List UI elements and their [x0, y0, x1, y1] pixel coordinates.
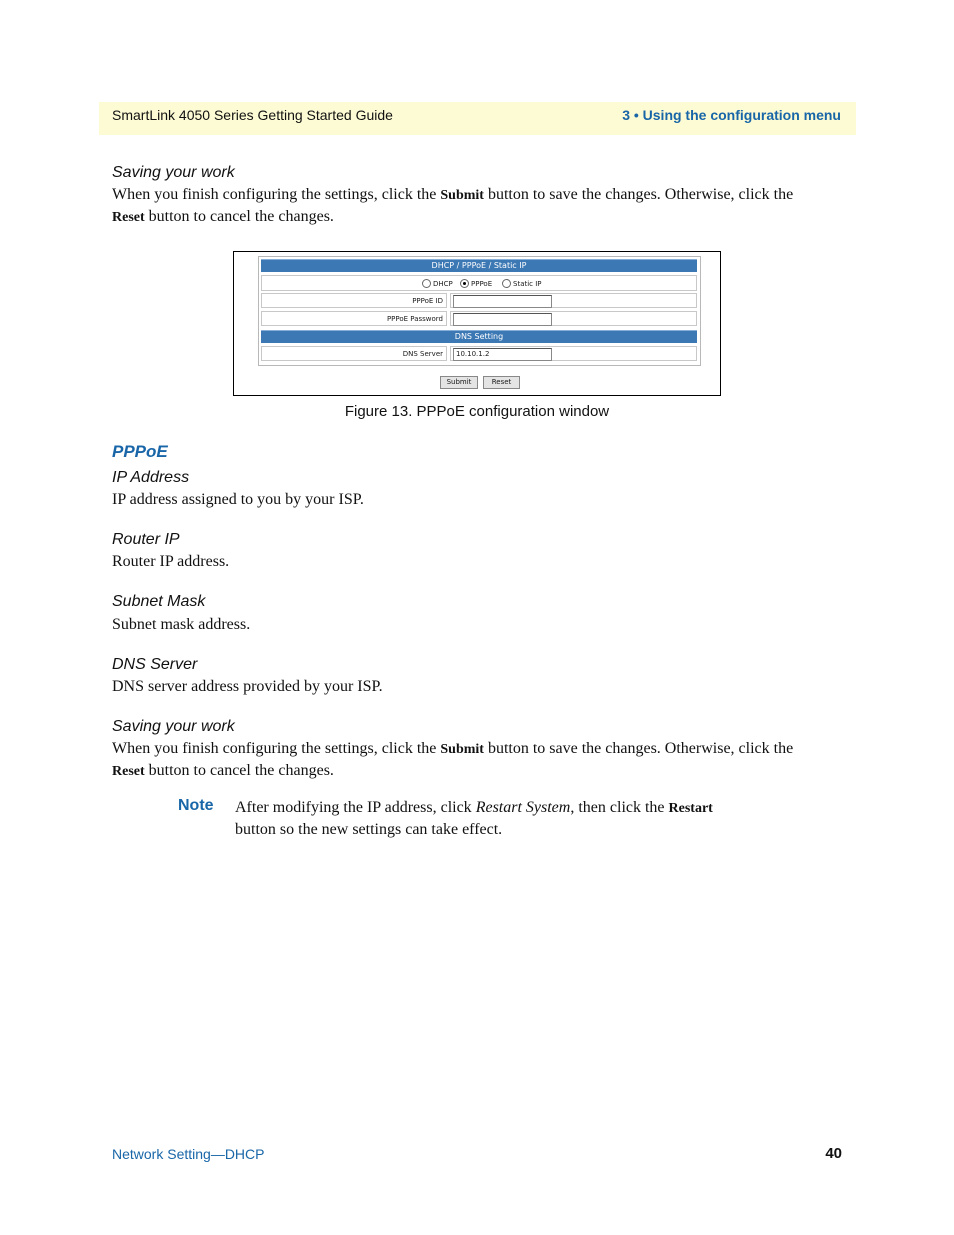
- radio-static-dot[interactable]: [502, 279, 511, 288]
- saving-work-paragraph-2: When you finish configuring the settings, click the Submit button to save the changes. Otherwise, click the Reset button to cancel the changes.: [112, 740, 794, 779]
- saving-work-heading: Saving your work: [112, 164, 235, 181]
- reset-term-2: Reset: [112, 764, 145, 779]
- radio-dhcp-dot[interactable]: [422, 279, 431, 288]
- radio-static-ip[interactable]: Static IP: [502, 279, 542, 288]
- note-text: After modifying the IP address, click Restart System, then click the Restart button so the new settings can take effect.: [235, 799, 713, 838]
- radio-pppoe[interactable]: PPPoE: [460, 279, 492, 288]
- pppoe-id-label: PPPoE ID: [261, 293, 447, 308]
- router-ip-heading: Router IP: [112, 531, 180, 548]
- page-number: 40: [825, 1145, 842, 1162]
- note-label: Note: [178, 797, 214, 814]
- dns-server-row: [261, 346, 697, 362]
- connection-type-row: [261, 275, 697, 291]
- ip-address-heading: IP Address: [112, 469, 190, 486]
- dns-setting-bar: DNS Setting: [261, 330, 697, 343]
- footer-section-title: Network Setting—DHCP: [112, 1146, 265, 1162]
- pppoe-id-input[interactable]: [453, 295, 552, 308]
- restart-system-term: Restart System: [475, 799, 571, 816]
- header-chapter-title: 3 • Using the configuration menu: [622, 107, 841, 123]
- pppoe-password-row: [261, 311, 697, 327]
- reset-button[interactable]: Reset: [483, 376, 520, 389]
- saving-work-paragraph: When you finish configuring the settings, click the Submit button to save the changes. Otherwise, click the Reset button to cancel the changes.: [112, 186, 794, 225]
- dns-server-text: DNS server address provided by your ISP.: [112, 678, 383, 695]
- header-guide-title: SmartLink 4050 Series Getting Started Guide: [112, 107, 393, 123]
- dns-server-heading: DNS Server: [112, 656, 198, 673]
- config-table: [258, 256, 701, 366]
- radio-dhcp[interactable]: DHCP: [422, 279, 453, 288]
- ip-address-text: IP address assigned to you by your ISP.: [112, 491, 364, 508]
- pppoe-config-figure: [233, 251, 721, 396]
- subnet-mask-text: Subnet mask address.: [112, 616, 251, 633]
- submit-term: Submit: [440, 188, 484, 203]
- figure-caption: Figure 13. PPPoE configuration window: [344, 403, 610, 420]
- saving-work-heading-2: Saving your work: [112, 718, 235, 735]
- reset-term: Reset: [112, 210, 145, 225]
- section-heading-pppoe: PPPoE: [112, 442, 168, 461]
- pppoe-password-input[interactable]: [453, 313, 552, 326]
- connection-type-bar: DHCP / PPPoE / Static IP: [261, 259, 697, 272]
- restart-term: Restart: [668, 801, 713, 816]
- subnet-mask-heading: Subnet Mask: [112, 593, 206, 610]
- pppoe-id-row: [261, 293, 697, 309]
- submit-button[interactable]: Submit: [440, 376, 478, 389]
- dns-server-label: DNS Server: [261, 346, 447, 361]
- router-ip-text: Router IP address.: [112, 553, 230, 570]
- dns-server-input[interactable]: 10.10.1.2: [453, 348, 552, 361]
- radio-pppoe-dot[interactable]: [460, 279, 469, 288]
- submit-term-2: Submit: [440, 742, 484, 757]
- pppoe-password-label: PPPoE Password: [261, 311, 447, 326]
